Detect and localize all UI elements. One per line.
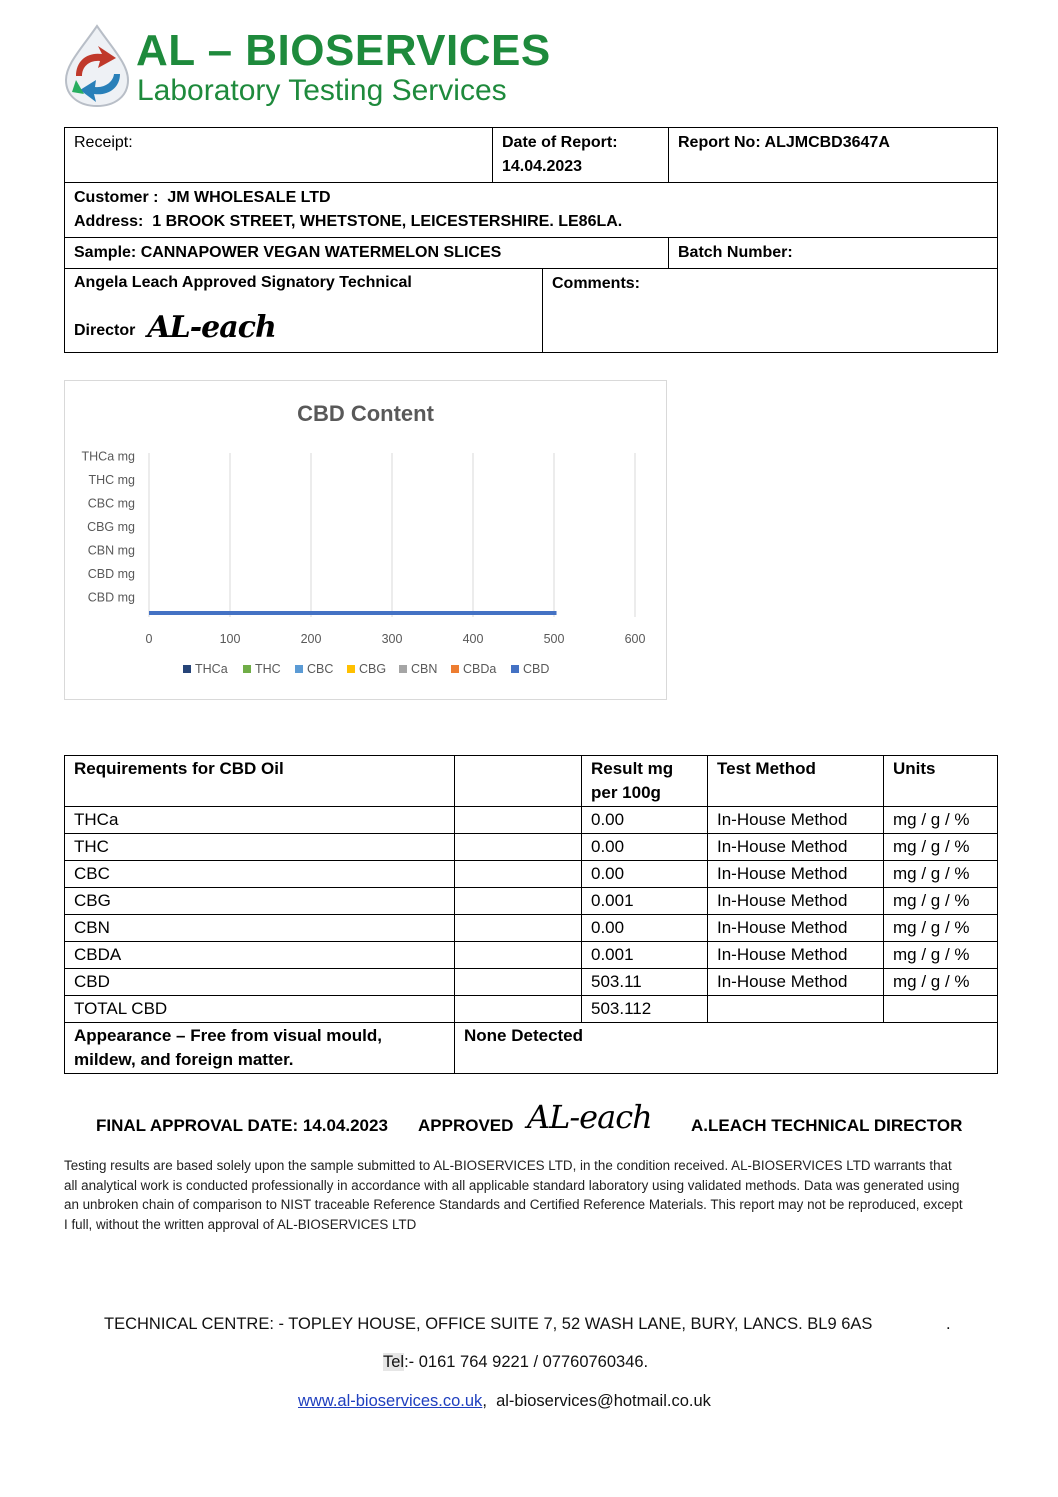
units: mg / g / % xyxy=(884,834,998,861)
result-value: 0.00 xyxy=(582,861,708,888)
legend-label-cbn: CBN xyxy=(411,662,438,676)
analyte-name: CBD xyxy=(65,969,455,996)
customer-label: Customer : xyxy=(74,189,159,206)
customer-cell xyxy=(65,183,998,238)
bar-cbd xyxy=(149,611,557,615)
sample-name: Sample: CANNAPOWER VEGAN WATERMELON SLICES xyxy=(65,238,669,269)
footer-dot: . xyxy=(946,1315,951,1333)
y-tick-label: CBD mg xyxy=(87,590,135,605)
appearance-label: Appearance – Free from visual mould, mildew, and foreign matter. xyxy=(65,1023,455,1074)
y-tick-label: CBN mg xyxy=(87,543,135,558)
website-link[interactable]: www.al-bioservices.co.uk xyxy=(298,1392,483,1410)
result-value: 0.001 xyxy=(582,942,708,969)
test-method: In-House Method xyxy=(708,915,884,942)
result-value: 503.112 xyxy=(582,996,708,1023)
legend-label-cbc: CBC xyxy=(307,662,334,676)
analyte-name: THCa xyxy=(65,807,455,834)
legend-swatch-cbn xyxy=(399,665,407,673)
header-requirements: Requirements for CBD Oil xyxy=(65,756,455,807)
tel-label: Tel xyxy=(383,1353,405,1371)
approved-label: APPROVED xyxy=(418,1116,514,1135)
x-tick-label: 0 xyxy=(145,632,153,646)
header-blank xyxy=(455,756,582,807)
blank-cell xyxy=(455,861,582,888)
analyte-name: TOTAL CBD xyxy=(65,996,455,1023)
y-tick-label: CBG mg xyxy=(87,520,135,534)
units: mg / g / % xyxy=(884,942,998,969)
test-method: In-House Method xyxy=(708,888,884,915)
result-value: 503.11 xyxy=(582,969,708,996)
tel-value: :- 0161 764 9221 / 07760760346. xyxy=(404,1353,649,1371)
result-value: 0.00 xyxy=(582,915,708,942)
logo-icon xyxy=(62,24,132,108)
results-table xyxy=(64,755,998,1074)
legend-label-cbg: CBG xyxy=(359,662,387,676)
units: mg / g / % xyxy=(884,915,998,942)
approval-signature: AL-each xyxy=(527,1098,652,1136)
chart-svg xyxy=(65,381,666,699)
signatory-title: Angela Leach Approved Signatory Technical xyxy=(74,274,412,291)
blank-cell xyxy=(455,969,582,996)
final-approval-date: FINAL APPROVAL DATE: 14.04.2023 xyxy=(96,1116,388,1135)
legend-swatch-thca xyxy=(183,665,191,673)
y-tick-label: THCa mg xyxy=(81,449,135,464)
footer-contact xyxy=(298,1392,711,1411)
x-tick-label: 600 xyxy=(624,632,646,646)
appearance-value: None Detected xyxy=(455,1023,998,1074)
test-method: In-House Method xyxy=(708,942,884,969)
brand-title: AL – BIOSERVICES xyxy=(136,26,551,75)
report-number: Report No: ALJMCBD3647A xyxy=(669,128,998,183)
blank-cell xyxy=(455,915,582,942)
appearance-row xyxy=(65,1023,998,1074)
x-tick-label: 500 xyxy=(543,632,565,646)
units: mg / g / % xyxy=(884,861,998,888)
legend-label-cbd: CBD xyxy=(523,662,550,676)
header-test-method: Test Method xyxy=(708,756,884,807)
legend-label-cbda: CBDa xyxy=(463,662,497,676)
blank-cell xyxy=(455,942,582,969)
x-tick-label: 200 xyxy=(300,632,322,646)
table-row xyxy=(65,834,998,861)
address-label: Address: xyxy=(74,213,144,230)
table-row xyxy=(65,888,998,915)
approver-title: A.LEACH TECHNICAL DIRECTOR xyxy=(691,1116,963,1135)
signatory-role: Director xyxy=(74,322,136,339)
footer-phone xyxy=(383,1353,648,1372)
date-cell xyxy=(493,128,669,183)
units: mg / g / % xyxy=(884,969,998,996)
table-row xyxy=(65,969,998,996)
test-method: In-House Method xyxy=(708,834,884,861)
header-units: Units xyxy=(884,756,998,807)
comments-label: Comments: xyxy=(543,269,998,353)
blank-cell xyxy=(455,834,582,861)
test-method: In-House Method xyxy=(708,969,884,996)
legend-swatch-cbc xyxy=(295,665,303,673)
brand-subtitle: Laboratory Testing Services xyxy=(137,74,507,107)
table-row xyxy=(65,942,998,969)
receipt-cell xyxy=(65,128,493,183)
address-value: 1 BROOK STREET, WHETSTONE, LEICESTERSHIRE. LE86LA. xyxy=(152,213,623,230)
results-header-row xyxy=(65,756,998,807)
date-value: 14.04.2023 xyxy=(502,158,583,175)
footer-address: TECHNICAL CENTRE: - TOPLEY HOUSE, OFFICE SUITE 7, 52 WASH LANE, BURY, LANCS. BL9 6AS xyxy=(104,1315,873,1333)
contact-separator: , xyxy=(482,1392,487,1410)
table-row xyxy=(65,861,998,888)
result-value: 0.00 xyxy=(582,807,708,834)
x-tick-label: 100 xyxy=(219,632,241,646)
analyte-name: CBN xyxy=(65,915,455,942)
analyte-name: CBG xyxy=(65,888,455,915)
legend-label-thca: THCa xyxy=(195,662,228,676)
analyte-name: CBDA xyxy=(65,942,455,969)
analyte-name: THC xyxy=(65,834,455,861)
legend-label-thc: THC xyxy=(255,662,281,676)
units: mg / g / % xyxy=(884,807,998,834)
report-info-table xyxy=(64,127,998,353)
test-method: In-House Method xyxy=(708,807,884,834)
test-method: In-House Method xyxy=(708,861,884,888)
disclaimer-text: Testing results are based solely upon the sample submitted to AL-BIOSERVICES LTD, in the condition received. AL-BIOSERVICES LTD warrants that all analytical work is conducted professionally in accordance with all applicable standard laboratory using validated methods. Data was generated using an unbroken chain of comparison to NIST traceable Reference Standards and Certified Reference Materials. This report may not be reproduced, except I full, without the written approval of AL-BIOSERVICES LTD xyxy=(64,1158,963,1232)
signatory-cell xyxy=(65,269,543,353)
table-row xyxy=(65,996,998,1023)
batch-number: Batch Number: xyxy=(669,238,998,269)
units: mg / g / % xyxy=(884,888,998,915)
legend-swatch-thc xyxy=(243,665,251,673)
y-tick-label: CBC mg xyxy=(87,496,135,511)
legend-swatch-cbda xyxy=(451,665,459,673)
date-label: Date of Report: xyxy=(502,134,618,151)
result-value: 0.00 xyxy=(582,834,708,861)
legend-swatch-cbg xyxy=(347,665,355,673)
receipt-label: Receipt: xyxy=(74,134,133,151)
email-address[interactable]: al-bioservices@hotmail.co.uk xyxy=(496,1392,711,1410)
customer-value: JM WHOLESALE LTD xyxy=(167,189,331,206)
y-tick-label: CBD mg xyxy=(87,566,135,581)
chart-title: CBD Content xyxy=(297,401,434,426)
table-row xyxy=(65,807,998,834)
analyte-name: CBC xyxy=(65,861,455,888)
result-value: 0.001 xyxy=(582,888,708,915)
x-tick-label: 300 xyxy=(381,632,403,646)
signature-image: AL-each xyxy=(147,310,276,345)
header-result: Result mg per 100g xyxy=(582,756,708,807)
blank-cell xyxy=(455,807,582,834)
cbd-content-chart xyxy=(64,380,667,700)
y-tick-label: THC mg xyxy=(88,473,135,488)
units xyxy=(884,996,998,1023)
blank-cell xyxy=(455,888,582,915)
table-row xyxy=(65,915,998,942)
blank-cell xyxy=(455,996,582,1023)
x-tick-label: 400 xyxy=(462,632,484,646)
test-method xyxy=(708,996,884,1023)
legend-swatch-cbd xyxy=(511,665,519,673)
